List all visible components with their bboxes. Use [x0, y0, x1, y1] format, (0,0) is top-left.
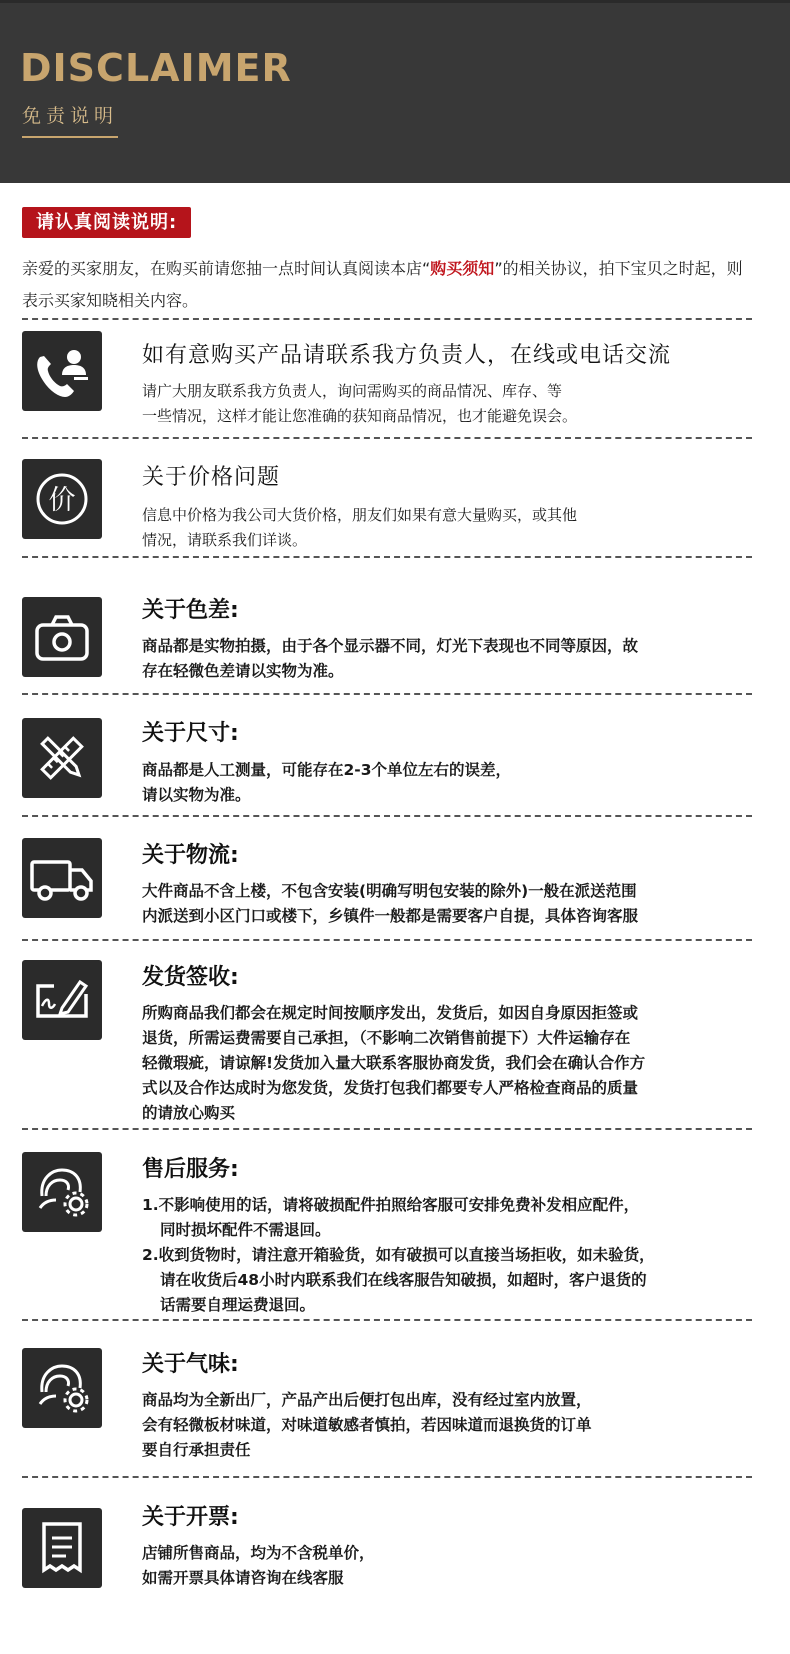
- color-line: 商品都是实物拍摄，由于各个显示器不同，灯光下表现也不同等原因，故: [142, 637, 639, 655]
- size-line: 请以实物为准。: [142, 786, 251, 804]
- receipt-icon: [22, 1508, 102, 1588]
- odor-title: 关于气味:: [142, 1352, 239, 1377]
- price-title: 关于价格问题: [142, 465, 281, 490]
- divider: [22, 1128, 752, 1130]
- divider: [22, 437, 752, 439]
- aftersales-line: 1.不影响使用的话，请将破损配件拍照给客服可安排免费补发相应配件，: [142, 1196, 640, 1214]
- size-title: 关于尺寸:: [142, 721, 239, 746]
- phone-icon: [22, 331, 102, 411]
- intro-text-end: ”的相关协议，拍下宝贝之时起，则表示买家知晓相关内容。: [22, 259, 743, 310]
- divider: [22, 1319, 752, 1321]
- delivery-line: 式以及合作达成时为您发货，发货打包我们都要专人严格检查商品的质量: [142, 1079, 639, 1097]
- contact-body: [142, 379, 754, 429]
- logistics-line: 内派送到小区门口或楼下，乡镇件一般都是需要客户自提，具体咨询客服: [142, 907, 639, 925]
- page-title: DISCLAIMER: [20, 46, 292, 90]
- delivery-line: 退货，所需运费需要自己承担，（不影响二次销售前提下）大件运输存在: [142, 1029, 631, 1047]
- divider: [22, 815, 752, 817]
- service-gear-icon: [22, 1348, 102, 1428]
- aftersales-line: 同时损坏配件不需退回。: [160, 1221, 331, 1239]
- divider: [22, 1476, 752, 1478]
- notice-badge: 请认真阅读说明:: [22, 207, 191, 238]
- title-underline: [22, 136, 118, 138]
- invoice-body: [142, 1541, 754, 1591]
- size-body: [142, 758, 754, 808]
- intro-text-start: 亲爱的买家朋友，在购买前请您抽一点时间认真阅读本店“: [22, 259, 431, 278]
- sign-icon: [22, 960, 102, 1040]
- delivery-line: 轻微瑕疵，请谅解!发货加入量大联系客服协商发货，我们会在确认合作方: [142, 1054, 646, 1072]
- odor-line: 会有轻微板材味道，对味道敏感者慎拍，若因味道而退换货的订单: [142, 1416, 592, 1434]
- aftersales-line: 2.收到货物时，请注意开箱验货，如有破损可以直接当场拒收，如未验货，: [142, 1246, 655, 1264]
- truck-icon: [22, 838, 102, 918]
- contact-line: 一些情况，这样才能让您准确的获知商品情况，也才能避免误会。: [142, 407, 578, 425]
- intro-highlight: 购买须知: [430, 259, 495, 278]
- price-line: 情况，请联系我们详谈。: [142, 531, 308, 549]
- ruler-pencil-icon: [22, 718, 102, 798]
- contact-line: 请广大朋友联系我方负责人，询问需购买的商品情况、库存、等: [142, 382, 563, 400]
- svg-text:价: 价: [48, 485, 76, 516]
- service-gear-icon: [22, 1152, 102, 1232]
- odor-line: 要自行承担责任: [142, 1441, 251, 1459]
- header-banner: [0, 0, 790, 183]
- page-subtitle: 免责说明: [22, 105, 119, 127]
- odor-body: [142, 1388, 754, 1463]
- aftersales-title: 售后服务:: [142, 1157, 239, 1182]
- delivery-body: [142, 1001, 754, 1126]
- logistics-line: 大件商品不含上楼，不包含安装(明确写明包安装的除外)一般在派送范围: [142, 882, 637, 900]
- delivery-line: 的请放心购买: [142, 1104, 236, 1122]
- aftersales-line: 话需要自理运费退回。: [160, 1296, 316, 1314]
- invoice-line: 如需开票具体请咨询在线客服: [142, 1569, 344, 1587]
- delivery-title: 发货签收:: [142, 965, 239, 990]
- logistics-title: 关于物流:: [142, 843, 239, 868]
- divider: [22, 318, 752, 320]
- color-body: [142, 634, 754, 684]
- color-line: 存在轻微色差请以实物为准。: [142, 662, 344, 680]
- price-icon: [22, 459, 102, 539]
- size-line: 商品都是人工测量，可能存在2-3个单位左右的误差，: [142, 761, 512, 779]
- divider: [22, 939, 752, 941]
- color-title: 关于色差:: [142, 598, 239, 623]
- aftersales-line: 请在收货后48小时内联系我们在线客服告知破损，如超时，客户退货的: [160, 1271, 647, 1289]
- divider: [22, 556, 752, 558]
- price-line: 信息中价格为我公司大货价格，朋友们如果有意大量购买，或其他: [142, 506, 578, 524]
- aftersales-body: [142, 1193, 754, 1318]
- camera-icon: [22, 597, 102, 677]
- invoice-title: 关于开票:: [142, 1505, 239, 1530]
- odor-line: 商品均为全新出厂，产品产出后便打包出库，没有经过室内放置，: [142, 1391, 592, 1409]
- logistics-body: [142, 879, 754, 929]
- price-body: [142, 503, 754, 553]
- delivery-line: 所购商品我们都会在规定时间按顺序发出，发货后，如因自身原因拒签或: [142, 1004, 639, 1022]
- divider: [22, 693, 752, 695]
- intro-text: [22, 253, 752, 317]
- invoice-line: 店铺所售商品，均为不含税单价，: [142, 1544, 375, 1562]
- contact-title: 如有意购买产品请联系我方负责人，在线或电话交流: [142, 343, 672, 368]
